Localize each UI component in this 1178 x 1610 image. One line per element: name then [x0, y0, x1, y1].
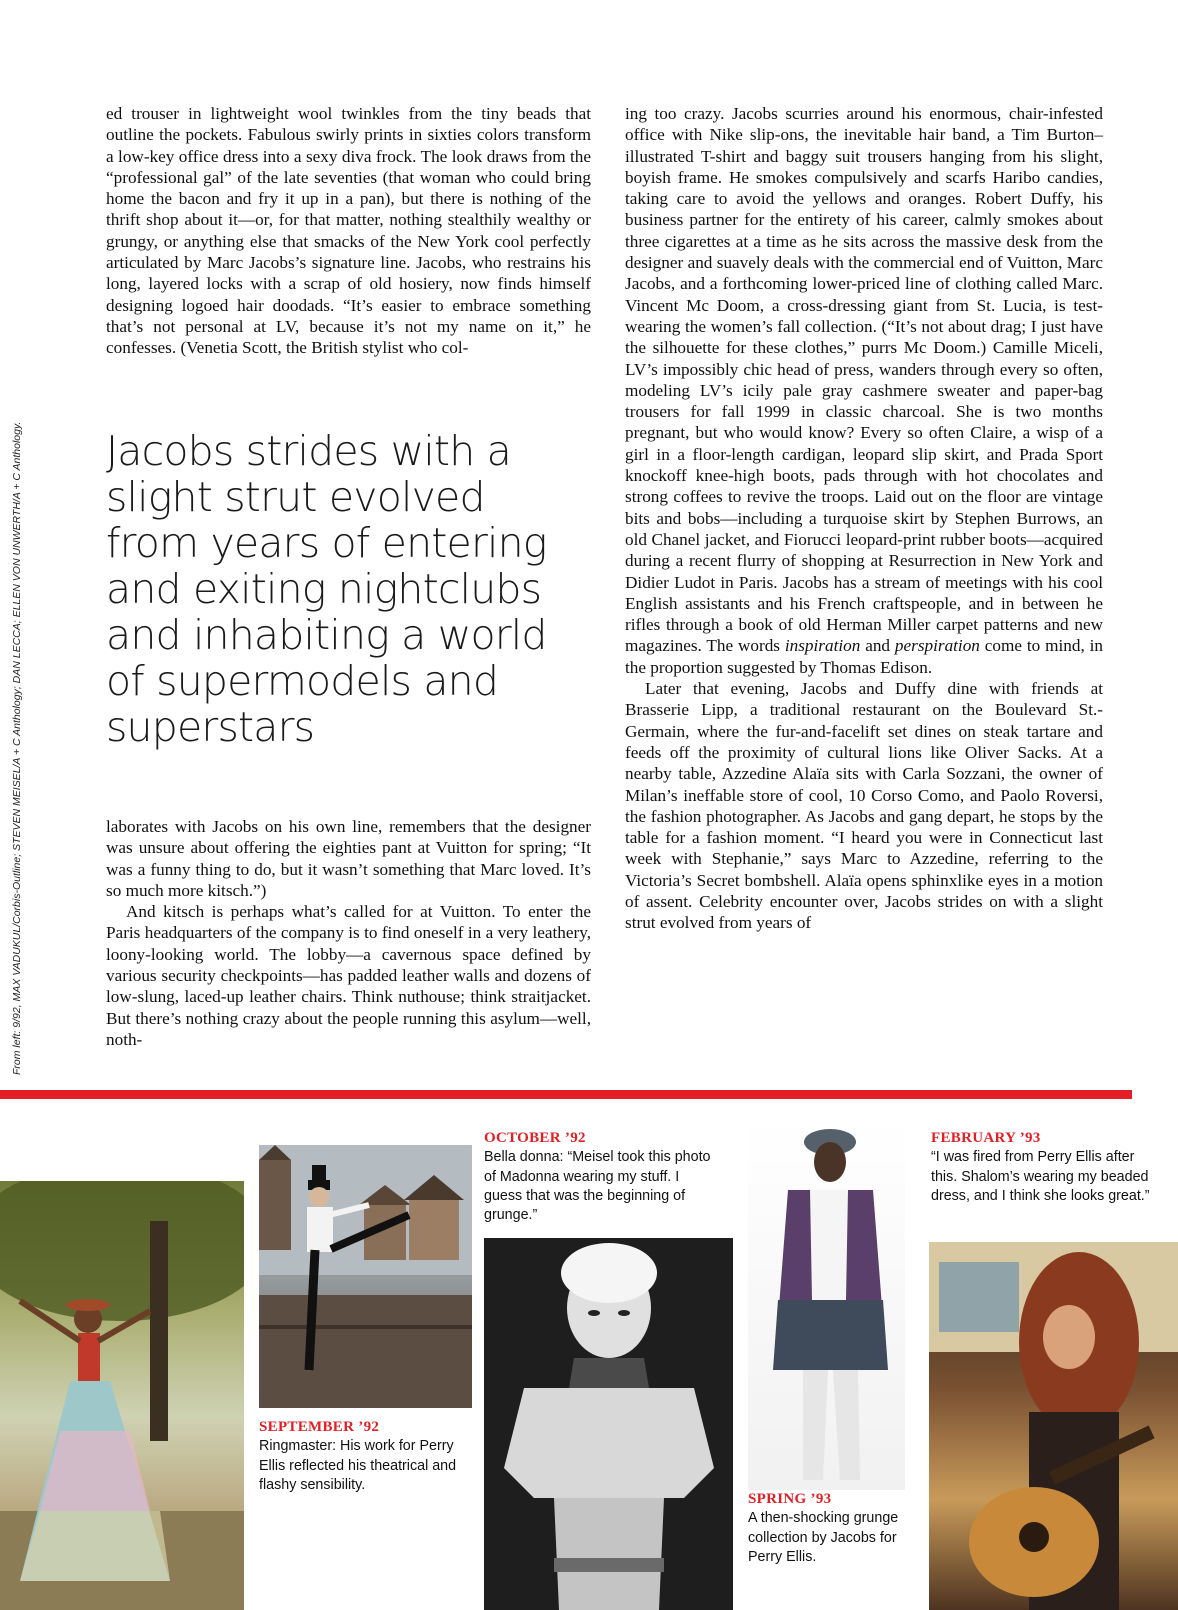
- italic-word: perspiration: [894, 636, 980, 656]
- body-paragraph: ed trouser in lightweight wool twinkles from the tiny beads that outline the pockets. Fabulous swirly prints in sixties colors transform a low-key office dress into a sexy diva frock. The look draws from the “professional gal” of the late seventies (that woman who could bring home the bacon and fry it up in a pan), but there is nothing of the thrift shop about it—or, for that matter, nothing stealthily wealthy or grungy, or anything else that smacks of the New York cool perfectly articulated by Marc Jacobs’s signature line. Jacobs, who restrains his long, layered locks with a scrap of old hosiery, now finds himself designing logoed hair doodads. “It’s easier to embrace something that’s not personal at LV, because it’s not my name on it,” he confesses. (Venetia Scott, the British stylist who col-: [106, 104, 591, 358]
- caption-spring-93: [748, 1490, 918, 1567]
- red-divider-rule: [0, 1090, 1132, 1099]
- photo-grunge-model: [748, 1120, 905, 1490]
- caption-heading: SEPTEMBER ’92: [259, 1419, 380, 1435]
- caption-text: Ringmaster: His work for Perry Ellis reflected his theatrical and flashy sensibility.: [259, 1438, 457, 1493]
- left-column-top: [106, 103, 591, 359]
- photo-shalom-guitar: [929, 1242, 1178, 1610]
- caption-text: “I was fired from Perry Ellis after this. Shalom’s wearing my beaded dress, and I think she looks great.”: [931, 1149, 1150, 1204]
- caption-heading: OCTOBER ’92: [484, 1130, 586, 1146]
- caption-february-93: [931, 1129, 1161, 1206]
- pull-quote: Jacobs strides with a slight strut evolved from years of entering and exiting nightclubs and inhabiting a world of supermodels and superstars: [106, 427, 547, 751]
- body-paragraph: Later that evening, Jacobs and Duffy dine with friends at Brasserie Lipp, a traditional restaurant on the Boulevard St.-Germain, where the fur-and-facelift set dines on steak tartare and feeds off the proximity of cultural lions like Oliver Sacks. At a nearby table, Azzedine Alaïa sits with Carla Sozzani, the owner of Milan’s ineffable store of cool, 10 Corso Como, and Paolo Roversi, the fashion photographer. As Jacobs and gang depart, he stops by the table for a fashion moment. “I heard you were in Connecticut last week with Stephanie,” says Marc to Azzedine, referring to the Victoria’s Secret bombshell. Alaïa opens sphinxlike eyes in a motion of assent. Celebrity encounter over, Jacobs strides on with a slight strut evolved from years of: [625, 679, 1103, 933]
- caption-october-92: [484, 1129, 714, 1225]
- body-text: and: [860, 636, 895, 656]
- caption-text: A then-shocking grunge collection by Jacobs for Perry Ellis.: [748, 1510, 899, 1565]
- caption-text: Bella donna: “Meisel took this photo of Madonna wearing my stuff. I guess that was the beginning of grunge.”: [484, 1149, 711, 1224]
- photo-credit: From left: 9/92, MAX VADUKUL/Corbis-Outline; STEVEN MEISEL/A + C Anthology; DAN LECCA; ELLEN VON UNWERTH/A + C Anthology.: [11, 421, 23, 1075]
- photo-madonna: [484, 1238, 733, 1610]
- photo-ringmaster: [259, 1145, 472, 1408]
- left-column-bottom: [106, 816, 591, 1050]
- body-text: ing too crazy. Jacobs scurries around his enormous, chair-infested office with Nike slip-ons, the inevitable hair band, a Tim Burton–illustrated T-shirt and baggy suit trousers hanging from his slight, boyish frame. He smokes compulsively and scarfs Haribo candies, taking care to avoid the yellows and oranges. Robert Duffy, his business partner for the entirety of his career, calmly smokes about three cigarettes at a time as he sits across the massive desk from the designer and suavely deals with the commercial end of Vuitton, Marc Jacobs, and a forthcoming lower-priced line of clothing called Marc. Vincent Mc Doom, a cross-dressing giant from St. Lucia, is test-wearing the women’s fall collection. (“It’s not about drag; I just have the silhouette for these clothes,” purrs Mc Doom.) Camille Miceli, LV’s impossibly chic head of press, wanders through every so often, modeling LV’s icily pale gray cashmere sweater and paper-bag trousers for fall 1999 in classic charcoal. She is two months pregnant, but who would know? Every so often Claire, a wisp of a girl in a floor-length cardigan, leopard slip skirt, and Prada Sport knockoff knee-high boots, pads through with hot chocolates and strong coffees to revive the troops. Laid out on the floor are vintage bits and bobs—including a turquoise skirt by Stephen Burrows, an old Chanel jacket, and Fiorucci leopard-print rubber boots—acquired during a recent flurry of shopping at Resurrection in New York and Didier Ludot in Paris. Jacobs has a stream of meetings with his cool English assistants and his French craftspeople, and in between he rifles through a book of old Herman Miller carpet patterns and new magazines. The words: [625, 104, 1103, 656]
- caption-heading: SPRING ’93: [748, 1491, 832, 1507]
- italic-word: inspiration: [784, 636, 861, 656]
- body-paragraph: laborates with Jacobs on his own line, remembers that the designer was unsure about offering the eighties pant at Vuitton for spring; “It was a funny thing to do, but it wasn’t something that Marc loved. It’s so much more kitsch.”): [106, 817, 591, 900]
- right-column: [625, 103, 1103, 934]
- caption-heading: FEBRUARY ’93: [931, 1130, 1041, 1146]
- body-paragraph: And kitsch is perhaps what’s called for at Vuitton. To enter the Paris headquarters of the company is to find oneself in a very leathery, loony-looking world. The lobby—a cavernous space defined by various security checkpoints—has padded leather walls and dozens of low-slung, laced-up leather chairs. Think nuthouse; think straitjacket. But there’s nothing crazy about the people running this asylum—well, noth-: [106, 902, 591, 1049]
- body-paragraph: [625, 103, 1103, 678]
- photo-woman-in-field: [0, 1181, 244, 1610]
- body-text: come to mind, in the proportion suggested by Thomas Edison.: [625, 636, 1103, 677]
- caption-september-92: [259, 1418, 479, 1495]
